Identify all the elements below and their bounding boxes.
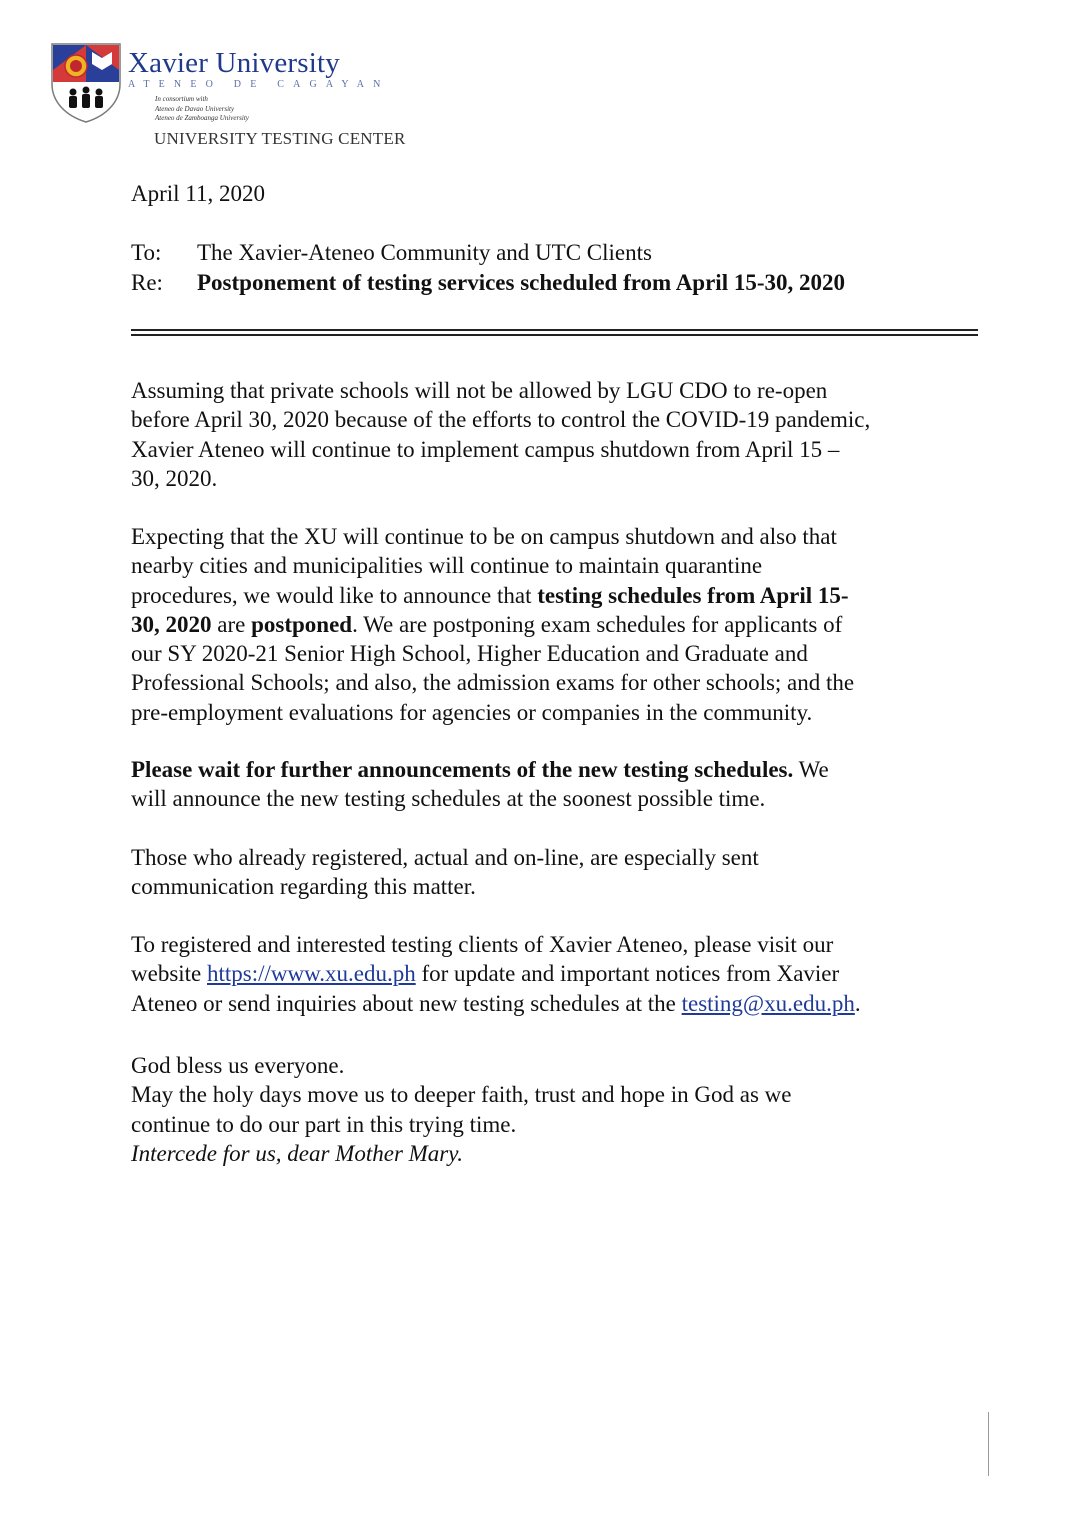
consortium-line: Ateneo de Davao University xyxy=(155,104,235,113)
website-link[interactable]: https://www.xu.edu.ph xyxy=(207,961,416,987)
divider xyxy=(131,329,978,331)
text-line: Xavier Ateneo will continue to implement campus shutdown from April 15 – xyxy=(131,436,840,462)
scan-edge-mark xyxy=(988,1412,989,1476)
text-run: Ateneo or send inquiries about new testing schedules at the xyxy=(131,990,682,1016)
text-line: nearby cities and municipalities will continue to maintain quarantine xyxy=(131,553,763,579)
text-line: Professional Schools; and also, the admission exams for other schools; and the xyxy=(131,670,855,696)
text-line: 30, 2020. xyxy=(131,465,218,491)
to-label: To: xyxy=(131,240,162,265)
closing-prayer: Intercede for us, dear Mother Mary. xyxy=(131,1140,463,1166)
paragraph-wait-announcements xyxy=(131,755,991,814)
text-line: Those who already registered, actual and on-line, are especially sent xyxy=(131,845,759,870)
to-line xyxy=(131,240,652,266)
subject-value: Postponement of testing services scheduled from April 15-30, 2020 xyxy=(197,270,845,295)
consortium-note xyxy=(155,95,249,124)
bold-text: 30, 2020 xyxy=(131,611,212,637)
re-label: Re: xyxy=(131,270,163,295)
consortium-line: In consortium with xyxy=(155,95,208,103)
text-run: for update and important notices from Xavier xyxy=(415,961,840,987)
text-run: procedures, we would like to announce that xyxy=(131,582,538,608)
paragraph-contact xyxy=(131,930,991,1018)
subject-line xyxy=(131,270,845,296)
paragraph-campus-shutdown xyxy=(131,376,991,493)
paragraph-registered xyxy=(131,843,991,902)
paragraph-postponement xyxy=(131,522,991,727)
bold-text: Please wait for further announcements of the new testing schedules. xyxy=(131,757,794,782)
text-line xyxy=(131,989,991,1018)
text-run: We xyxy=(793,757,829,782)
bold-text: testing schedules from April 15- xyxy=(537,582,849,608)
university-name: Xavier University xyxy=(128,47,340,79)
text-line xyxy=(131,581,991,610)
paragraph-closing xyxy=(131,1051,991,1168)
text-run: website xyxy=(131,961,208,987)
text-line xyxy=(131,610,991,639)
letter-date: April 11, 2020 xyxy=(131,181,265,206)
text-line: will announce the new testing schedules at the soonest possible time. xyxy=(131,786,766,812)
email-link[interactable]: testing@xu.edu.ph xyxy=(681,990,855,1016)
divider xyxy=(131,334,978,336)
text-line: continue to do our part in this trying time. xyxy=(131,1111,517,1137)
text-line: God bless us everyone. xyxy=(131,1053,345,1078)
text-line: before April 30, 2020 because of the efforts to control the COVID-19 pandemic, xyxy=(131,407,871,433)
consortium-line: Ateneo de Zamboanga University xyxy=(155,114,249,122)
bold-text: postponed xyxy=(251,611,353,637)
university-subtitle: ATENEO DE CAGAYAN xyxy=(128,79,390,90)
testing-center-name: UNIVERSITY TESTING CENTER xyxy=(154,129,406,148)
text-run: . xyxy=(854,990,861,1016)
text-line xyxy=(131,959,991,988)
text-line: May the holy days move us to deeper faith, trust and hope in God as we xyxy=(131,1082,792,1108)
text-line: our SY 2020-21 Senior High School, Higher Education and Graduate and xyxy=(131,641,808,667)
text-line: To registered and interested testing clients of Xavier Ateneo, please visit our xyxy=(131,932,834,957)
xavier-university-seal-icon xyxy=(50,40,122,124)
text-line xyxy=(131,755,991,784)
text-line: Expecting that the XU will continue to be on campus shutdown and also that xyxy=(131,524,837,549)
text-line: Assuming that private schools will not be allowed by LGU CDO to re-open xyxy=(131,378,828,403)
to-value: The Xavier-Ateneo Community and UTC Clients xyxy=(197,240,652,265)
text-run: are xyxy=(211,611,252,637)
text-run: . We are postponing exam schedules for applicants of xyxy=(352,611,843,637)
text-line: communication regarding this matter. xyxy=(131,874,476,900)
text-line: pre-employment evaluations for agencies or companies in the community. xyxy=(131,699,813,725)
